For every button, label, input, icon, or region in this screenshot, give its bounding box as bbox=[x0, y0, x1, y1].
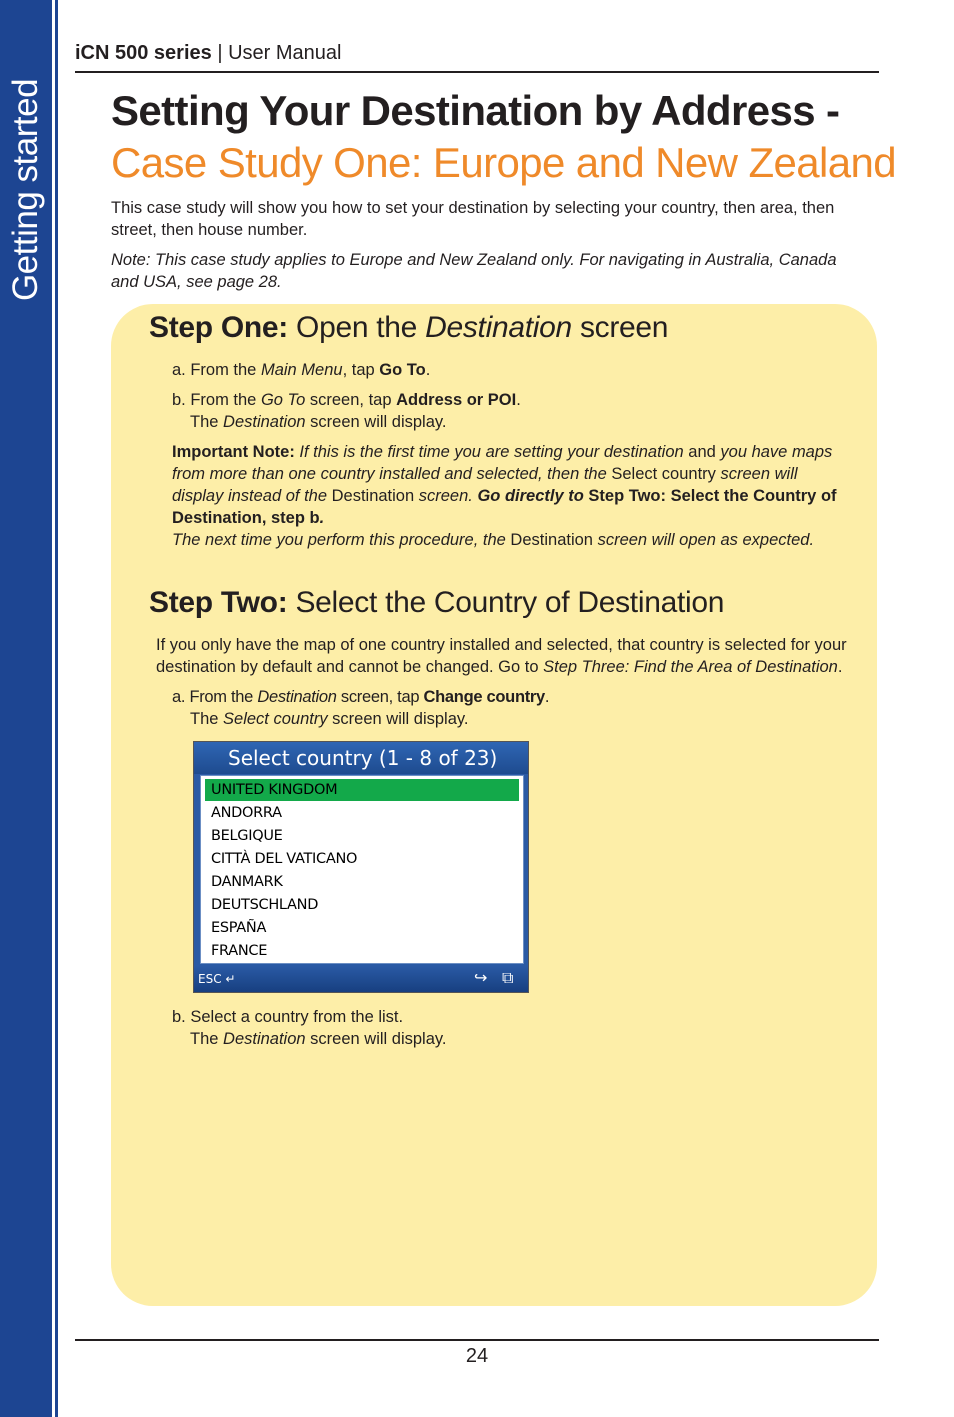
side-bar bbox=[0, 0, 52, 1417]
country-item[interactable]: DEUTSCHLAND bbox=[211, 897, 319, 913]
heading-text: Select the Country of Destination bbox=[295, 586, 725, 619]
country-item[interactable]: DANMARK bbox=[211, 874, 283, 890]
step-two-paragraph bbox=[156, 634, 878, 678]
step-two-b-result bbox=[190, 1028, 447, 1050]
text: and bbox=[683, 443, 721, 461]
forward-arrow-icon[interactable]: ↪ bbox=[474, 968, 488, 987]
text: Important Note: bbox=[172, 443, 300, 461]
header-rule bbox=[75, 71, 879, 73]
side-divider bbox=[55, 0, 58, 1417]
country-item[interactable]: ESPAÑA bbox=[211, 920, 267, 936]
text: The bbox=[190, 413, 224, 431]
screen-title: Select country (1 - 8 of 23) bbox=[194, 742, 528, 774]
text: a. From the bbox=[172, 688, 258, 706]
heading-text: Destination bbox=[425, 311, 572, 344]
text: Destination bbox=[223, 1030, 306, 1048]
text: Destination bbox=[331, 487, 415, 505]
note-line: and USA, see page 28. bbox=[111, 273, 282, 291]
step-one-b-result bbox=[190, 411, 447, 433]
text: screen. bbox=[414, 487, 478, 505]
heading-text: Open the bbox=[296, 311, 426, 344]
page-subtitle: Case Study One: Europe and New Zealand bbox=[111, 139, 897, 186]
text: screen will display. bbox=[305, 413, 447, 431]
text: The next time you perform this procedure, the bbox=[172, 531, 511, 549]
page-number: 24 bbox=[465, 1345, 489, 1367]
step-one-b bbox=[172, 389, 521, 411]
step-two-heading bbox=[149, 586, 724, 620]
country-item[interactable]: ANDORRA bbox=[211, 805, 282, 821]
side-tab-label: Getting started bbox=[6, 78, 45, 302]
text: screen will bbox=[715, 465, 798, 483]
text: Change country bbox=[423, 688, 545, 706]
text: Destination bbox=[223, 413, 306, 431]
heading-text: screen bbox=[571, 311, 669, 344]
text: Main Menu bbox=[260, 361, 343, 379]
header-manual: User Manual bbox=[228, 42, 342, 64]
header-product: iCN 500 series bbox=[75, 42, 212, 64]
note-paragraph bbox=[111, 249, 883, 293]
text: a. From the bbox=[172, 361, 261, 379]
text: b. Select a country from the list. bbox=[172, 1008, 404, 1026]
text: , tap bbox=[342, 361, 380, 379]
text: Step Three: Find the Area of Destination bbox=[543, 658, 838, 676]
text: screen, tap bbox=[305, 391, 397, 409]
important-note bbox=[172, 441, 882, 551]
text: . bbox=[544, 688, 550, 706]
text: If you only have the map of one country installed and selected, that country is selected for your bbox=[156, 636, 847, 654]
text: Go To bbox=[379, 361, 426, 379]
step-two-a-result bbox=[190, 708, 469, 730]
text: you have maps bbox=[720, 443, 833, 461]
country-item[interactable]: CITTÀ DEL VATICANO bbox=[211, 851, 358, 867]
step-one-label: Step One: bbox=[149, 311, 288, 344]
intro-paragraph bbox=[111, 197, 883, 241]
step-one-heading bbox=[149, 311, 668, 345]
step-one-a bbox=[172, 359, 430, 381]
text: screen will display. bbox=[305, 1030, 447, 1048]
text: . bbox=[837, 658, 843, 676]
text: . bbox=[516, 391, 521, 409]
text: screen, tap bbox=[336, 688, 424, 706]
country-item-selected[interactable]: UNITED KINGDOM bbox=[205, 779, 519, 801]
text: The bbox=[190, 1030, 224, 1048]
text: . bbox=[319, 509, 325, 527]
text: Select country bbox=[611, 465, 716, 483]
text: Select country bbox=[223, 710, 328, 728]
text: display instead of the bbox=[172, 487, 332, 505]
text: destination by default and cannot be changed. Go to bbox=[156, 658, 544, 676]
text: . bbox=[425, 361, 431, 379]
text: Destination, step b bbox=[172, 509, 320, 527]
screen-footer bbox=[194, 966, 528, 992]
step-two-b bbox=[172, 1006, 403, 1028]
text: from more than one country installed and selected, then the bbox=[172, 465, 612, 483]
step-two-label: Step Two: bbox=[149, 586, 288, 619]
running-header bbox=[75, 42, 341, 65]
country-item[interactable]: FRANCE bbox=[211, 943, 268, 959]
intro-line: street, then house number. bbox=[111, 221, 308, 239]
select-country-screenshot bbox=[193, 741, 529, 993]
esc-label: ESC bbox=[198, 972, 222, 986]
note-line: Note: This case study applies to Europe and New Zealand only. For navigating in Australia, Canada bbox=[111, 251, 837, 269]
text: Go directly to bbox=[477, 487, 584, 505]
esc-button[interactable] bbox=[198, 970, 235, 988]
country-list bbox=[200, 775, 524, 964]
text: screen will display. bbox=[327, 710, 469, 728]
text: Destination bbox=[510, 531, 593, 549]
text: Go To bbox=[260, 391, 306, 409]
page-title: Setting Your Destination by Address - bbox=[111, 87, 840, 134]
text: Address or POI bbox=[396, 391, 517, 409]
footer-rule bbox=[75, 1339, 879, 1341]
country-item[interactable]: BELGIQUE bbox=[211, 828, 283, 844]
text: screen will open as expected. bbox=[592, 531, 815, 549]
text: The bbox=[190, 710, 224, 728]
step-two-a bbox=[172, 686, 549, 708]
text: Step Two: Select the Country of bbox=[583, 487, 837, 505]
pages-icon[interactable]: ⧉ bbox=[502, 968, 514, 987]
text: If this is the first time you are setting your destination bbox=[299, 443, 684, 461]
back-arrow-icon: ↵ bbox=[225, 972, 236, 986]
header-separator: | bbox=[211, 42, 229, 64]
intro-line: This case study will show you how to set your destination by selecting your country, then area, then bbox=[111, 199, 835, 217]
text: b. From the bbox=[172, 391, 261, 409]
text: Destination bbox=[257, 688, 337, 706]
